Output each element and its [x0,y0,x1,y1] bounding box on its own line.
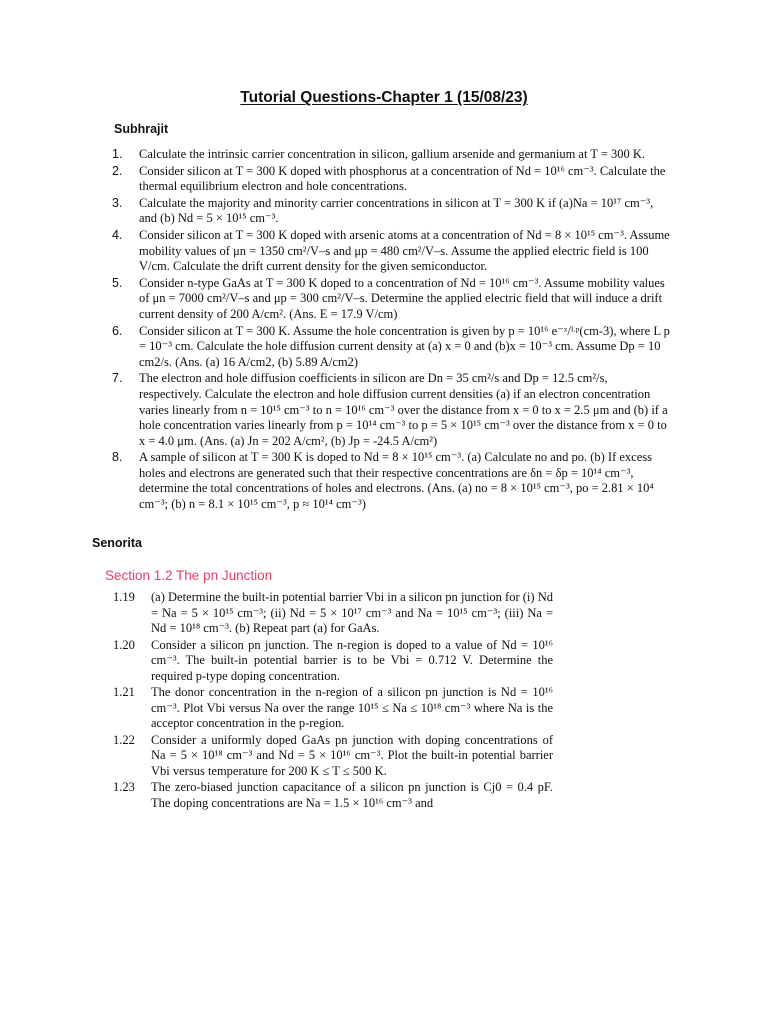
question-text: A sample of silicon at T = 300 K is doped to Nd = 8 × 10¹⁵ cm⁻³. (a) Calculate no and po. (b) If excess holes and electrons are generated such that their respective concentrations are δn = δp = 10¹⁴ cm⁻³, determine the total concentrations of holes and electrons. (Ans. (a) no = 8 × 10¹⁵ cm⁻³, po = 2.81 × 10⁴ cm⁻³; (b) n = 8.1 × 10¹⁵ cm⁻³, p ≈ 10¹⁴ cm⁻³) [139,450,654,512]
question-item [112,228,672,275]
problem-list [113,590,553,812]
problem-item [113,780,553,811]
question-number: 1. [112,147,123,161]
author-subhrajit: Subhrajit [114,122,169,136]
question-number: 6. [112,323,123,338]
problem-text: Consider a silicon pn junction. The n-region is doped to a value of Nd = 10¹⁶ cm⁻³. The built-in potential barrier is to be Vbi = 0.712 V. Determine the required p-type doping concentration. [151,637,553,683]
question-item [112,164,672,195]
problem-number: 1.20 [113,637,135,652]
problem-item [113,590,553,637]
problem-number: 1.21 [113,685,135,699]
question-number: 2. [112,163,123,178]
question-number: 8. [112,450,123,465]
question-item [112,324,672,371]
question-item [112,147,672,163]
question-item [112,196,672,227]
author-senorita: Senorita [92,536,143,550]
problem-item [113,733,553,780]
problem-item [113,638,553,685]
question-list [112,147,672,514]
problem-number: 1.19 [113,590,135,604]
question-number: 4. [112,227,123,242]
page-title: Tutorial Questions-Chapter 1 (15/08/23) [240,89,528,106]
problem-number: 1.22 [113,732,135,747]
question-text: Consider silicon at T = 300 K doped with arsenic atoms at a concentration of Nd = 8 × 10¹⁵ cm⁻³. Assume mobility values of μn = 1350 cm²/V–s and μp = 480 cm²/V–s. Assume the applied electric field is 100 V/cm. Calculate the drift current density for the given semiconductor. [139,227,670,274]
question-text: Consider silicon at T = 300 K doped with phosphorus at a concentration of Nd = 10¹⁶ cm⁻³. Calculate the thermal equilibrium electron and hole concentrations. [139,163,666,194]
section-heading: Section 1.2 The pn Junction [105,568,273,583]
question-number: 5. [112,275,123,290]
problem-text: Consider a uniformly doped GaAs pn junction with doping concentrations of Na = 5 × 10¹⁸ cm⁻³ and Nd = 5 × 10¹⁶ cm⁻³. Plot the built-in potential barrier Vbi versus temperature for 200 K ≤ T ≤ 500 K. [151,732,553,778]
question-item [112,371,672,449]
question-text: Calculate the intrinsic carrier concentration in silicon, gallium arsenide and germanium at T = 300 K. [139,147,646,161]
problem-text: The donor concentration in the n-region of a silicon pn junction is Nd = 10¹⁶ cm⁻³. Plot Vbi versus Na over the range 10¹⁵ ≤ Na ≤ 10¹⁸ cm⁻³ where Na is the acceptor concentration in the p-region. [151,685,553,730]
problem-text: The zero-biased junction capacitance of a silicon pn junction is Cj0 = 0.4 pF. The doping concentrations are Na = 1.5 × 10¹⁶ cm⁻³ and [151,780,553,810]
problem-text: (a) Determine the built-in potential barrier Vbi in a silicon pn junction for (i) Nd = Na = 5 × 10¹⁵ cm⁻³; (ii) Nd = 5 × 10¹⁷ cm⁻³ and Na = 10¹⁵ cm⁻³; (iii) Na = Nd = 10¹⁸ cm⁻³. (b) Repeat part (a) for GaAs. [151,590,553,635]
question-text: Calculate the majority and minority carrier concentrations in silicon at T = 300 K if (a)Na = 10¹⁷ cm⁻³, and (b) Nd = 5 × 10¹⁵ cm⁻³. [139,195,654,226]
question-item [112,450,672,512]
question-number: 7. [112,371,123,386]
problem-item [113,685,553,732]
problem-number: 1.23 [113,780,135,794]
question-text: Consider n-type GaAs at T = 300 K doped to a concentration of Nd = 10¹⁶ cm⁻³. Assume mobility values of μn = 7000 cm²/V–s and μp = 300 cm²/V–s. Determine the applied electric field that will induce a drift current density of 200 A/cm². (Ans. E = 17.9 V/cm) [139,275,665,321]
question-number: 3. [112,195,123,210]
question-text: Consider silicon at T = 300 K. Assume the hole concentration is given by p = 10¹⁶ e⁻ˣ/ᴸᵖ(cm-3), where L p = 10⁻³ cm. Calculate the hole diffusion current density at (a) x = 0 and (b)x = 10⁻³ cm. Assume Dp = 10 cm2/s. (Ans. (a) 16 A/cm2, (b) 5.89 A/cm2) [139,323,670,369]
question-item [112,276,672,323]
question-text: The electron and hole diffusion coefficients in silicon are Dn = 35 cm²/s and Dp = 12.5 cm²/s, respectively. Calculate the electron and hole diffusion current densities (a) if an electron concentration varies linearly from n = 10¹⁵ cm⁻³ to n = 10¹⁶ cm⁻³ over the distance from x = 0 to x = 2.5 μm and (b) if a hole concentration varies linearly from p = 10¹⁴ cm⁻³ to p = 5 × 10¹⁵ cm⁻³ over the distance from x = 0 to x = 4.0 μm. (Ans. (a) Jn = 202 A/cm², (b) Jp = -24.5 A/cm²) [139,371,668,448]
